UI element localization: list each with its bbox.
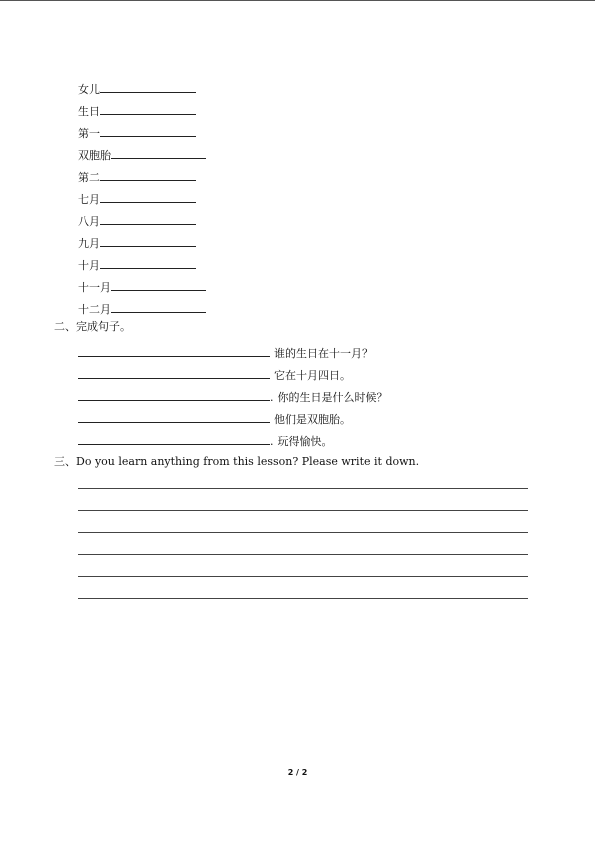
vocab-item [78,167,206,189]
sentence-punct: . [270,435,274,448]
sentence-item [78,343,388,365]
vocab-item [78,79,206,101]
sentence-blank[interactable] [78,409,270,423]
writing-line[interactable] [78,598,528,599]
sentence-blank[interactable] [78,387,270,401]
answer-blank[interactable] [111,299,206,313]
vocab-item [78,255,206,277]
writing-line[interactable] [78,510,528,511]
writing-line[interactable] [78,488,528,489]
sentence-list [78,343,388,453]
sentence-punct: . [270,391,274,404]
sentence-blank[interactable] [78,343,270,357]
sentence-blank[interactable] [78,431,270,445]
writing-line[interactable] [78,576,528,577]
writing-area [78,488,528,620]
answer-blank[interactable] [100,189,196,203]
vocab-term: 七月 [78,193,100,206]
section-3-title: 三、Do you learn anything from this lesson? Please write it down. [54,455,420,468]
vocab-term: 九月 [78,237,100,250]
vocab-term: 八月 [78,215,100,228]
page-top-border [0,0,595,1]
vocab-term: 十二月 [78,303,111,316]
vocab-term: 十一月 [78,281,111,294]
vocab-item [78,189,206,211]
vocab-term: 第二 [78,171,100,184]
answer-blank[interactable] [100,79,196,93]
sentence-text: 他们是双胞胎。 [274,413,351,426]
sentence-blank[interactable] [78,365,270,379]
vocab-item [78,211,206,233]
vocab-item [78,299,206,321]
section-2-title: 二、完成句子。 [54,320,131,333]
answer-blank[interactable] [100,167,196,181]
vocab-item [78,101,206,123]
answer-blank[interactable] [111,277,206,291]
vocab-item [78,277,206,299]
vocab-term: 女儿 [78,83,100,96]
vocab-item [78,145,206,167]
answer-blank[interactable] [111,145,206,159]
sentence-item [78,431,388,453]
answer-blank[interactable] [100,211,196,225]
answer-blank[interactable] [100,255,196,269]
vocab-term: 生日 [78,105,100,118]
vocab-term: 第一 [78,127,100,140]
sentence-item [78,409,388,431]
sentence-item [78,387,388,409]
answer-blank[interactable] [100,123,196,137]
vocab-item [78,233,206,255]
sentence-text: 你的生日是什么时候？ [277,391,388,404]
sentence-text: 玩得愉快。 [277,435,333,448]
page-number: 2 / 2 [287,768,308,777]
vocab-list [78,79,206,321]
vocab-term: 十月 [78,259,100,272]
vocab-item [78,123,206,145]
sentence-text: 谁的生日在十一月？ [274,347,373,360]
answer-blank[interactable] [100,233,196,247]
answer-blank[interactable] [100,101,196,115]
sentence-text: 它在十月四日。 [274,369,351,382]
vocab-term: 双胞胎 [78,149,111,162]
writing-line[interactable] [78,554,528,555]
sentence-item [78,365,388,387]
writing-line[interactable] [78,532,528,533]
